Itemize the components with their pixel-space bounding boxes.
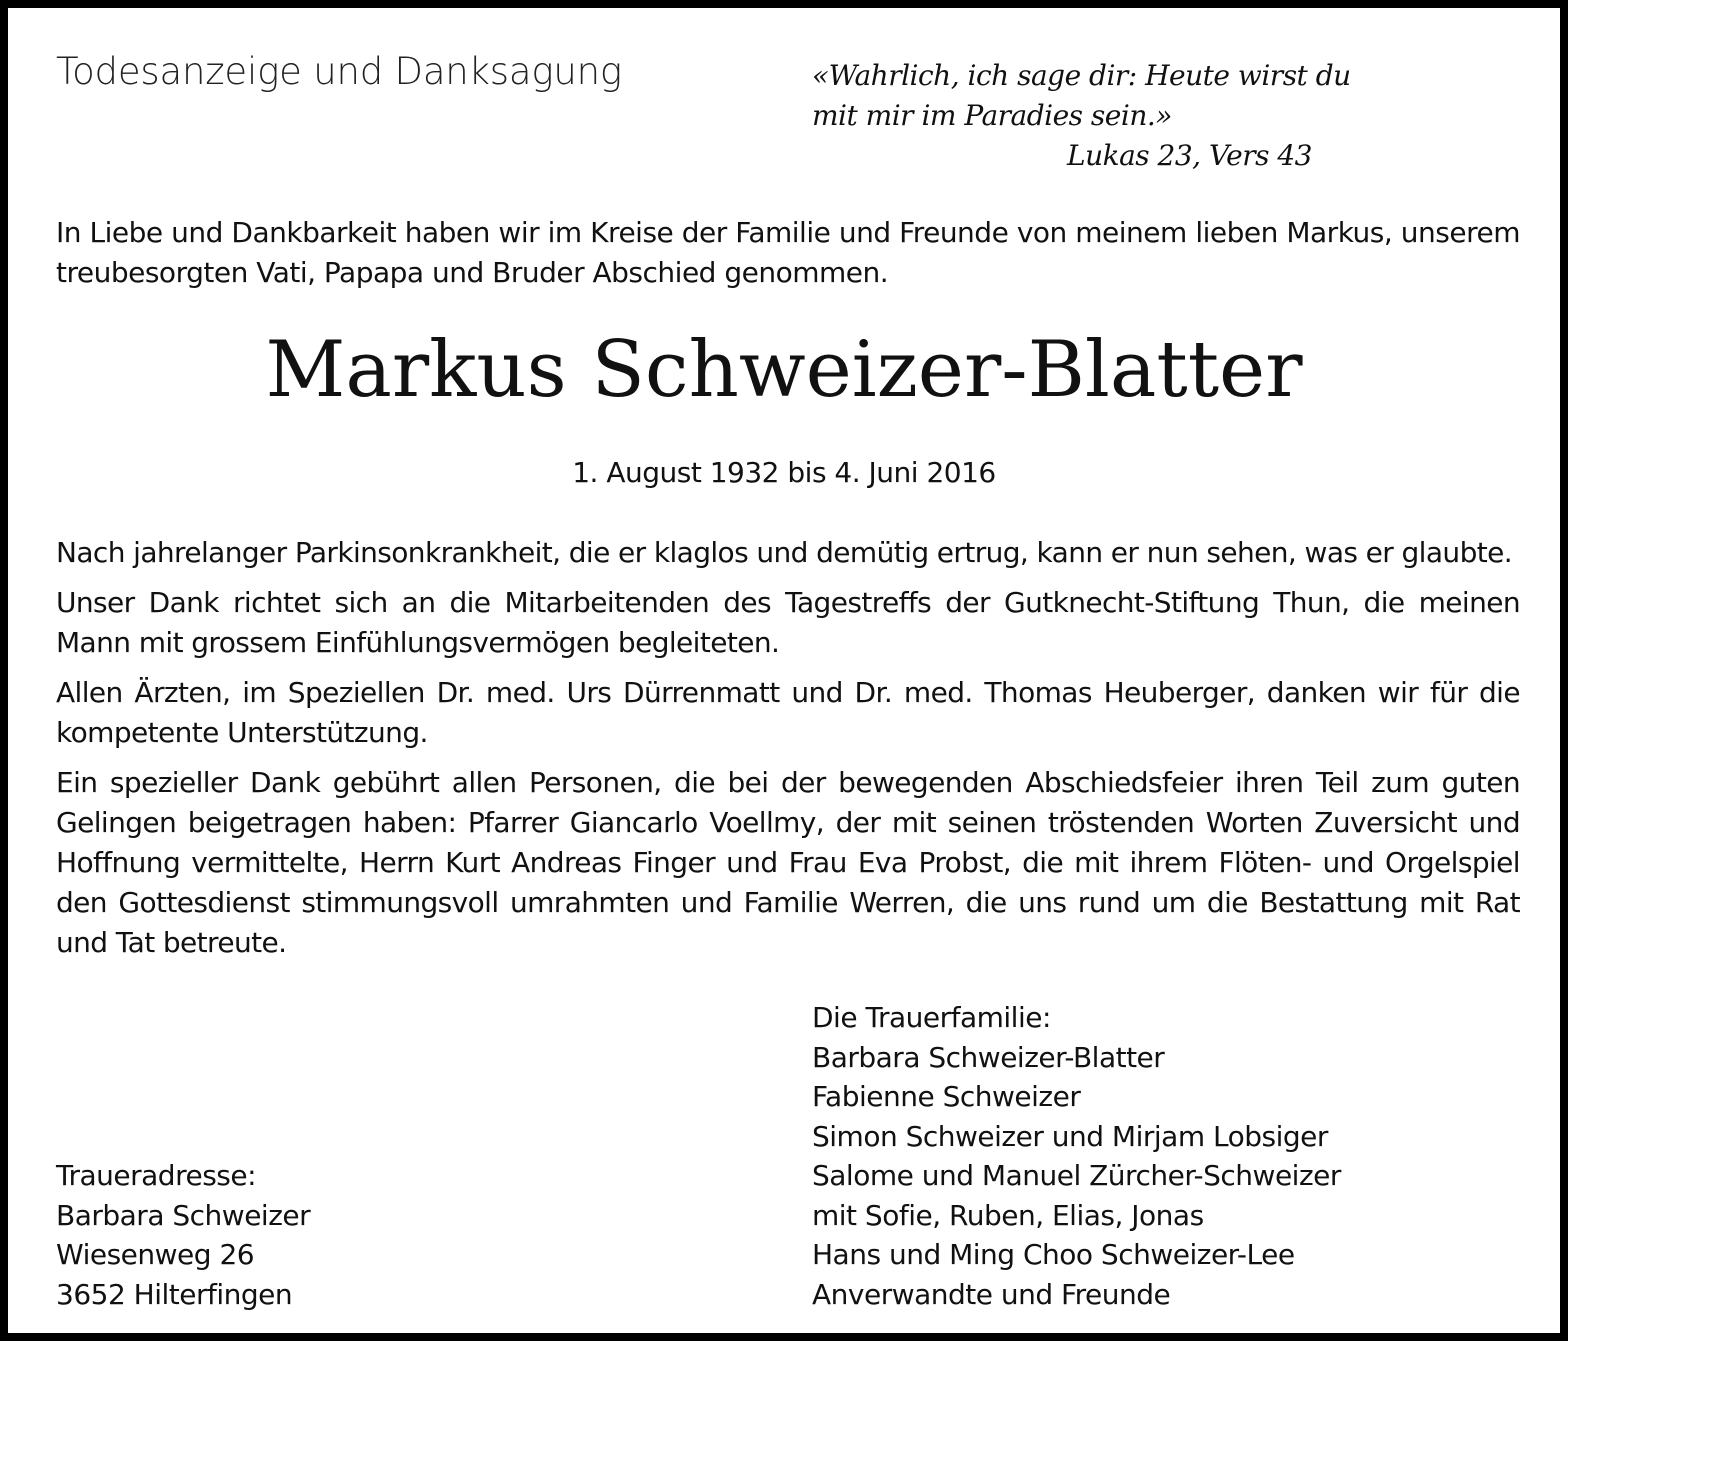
family-member: Barbara Schweizer-Blatter [812, 1040, 1165, 1074]
quote-line: «Wahrlich, ich sage dir: Heute wirst du [812, 59, 1351, 92]
family-heading: Die Trauerfamilie: [812, 1001, 1051, 1034]
mourning-family [812, 998, 1372, 1314]
life-dates: 1. August 1932 bis 4. Juni 2016 [572, 456, 996, 489]
bible-quote [812, 56, 1351, 176]
paragraph: Unser Dank richtet sich an die Mitarbeitenden des Tagestreffs der Gutknecht-Stiftung Thun, die meinen Mann mit grossem Einfühlungsvermögen begleiteten. [56, 586, 1520, 659]
family-member: Salome und Manuel Zürcher-Schweizer [812, 1159, 1341, 1192]
mourning-address [56, 1156, 456, 1314]
deceased-name: Markus Schweizer-Blatter [265, 325, 1303, 415]
address-name: Barbara Schweizer [56, 1198, 311, 1232]
intro-paragraph: In Liebe und Dankbarkeit haben wir im Kreise der Familie und Freunde von meinem lieben Markus, unserem treubesorgten Vati, Papapa und Bruder Abschied genommen. [56, 216, 1520, 289]
quote-line: mit mir im Paradies sein.» [812, 99, 1172, 132]
family-member: Anverwandte und Freunde [812, 1277, 1171, 1311]
paragraph: Allen Ärzten, im Speziellen Dr. med. Urs Dürrenmatt und Dr. med. Thomas Heuberger, danken wir für die kompetente Unterstützung. [56, 676, 1520, 749]
family-member: Simon Schweizer und Mirjam Lobsiger [812, 1119, 1328, 1153]
address-city: 3652 Hilterfingen [56, 1277, 293, 1311]
paragraph: Ein spezieller Dank gebührt allen Personen, die bei der bewegenden Abschiedsfeier ihren Teil zum guten Gelingen beigetragen haben: Pfarrer Giancarlo Voellmy, der mit seinen tröstenden Worten Zuversicht und Hoffnung vermittelte, Herrn Kurt Andreas Finger und Frau Eva Probst, die mit ihrem Flöten- und Orgelspiel den Gottesdienst stimmungsvoll umrahmten und Familie Werren, die uns rund um die Bestattung mit Rat und Tat betreute. [56, 766, 1520, 959]
quote-source: Lukas 23, Vers 43 [1067, 139, 1312, 172]
family-member: Hans und Ming Choo Schweizer-Lee [812, 1238, 1295, 1271]
family-member: Fabienne Schweizer [812, 1080, 1081, 1113]
address-heading: Traueradresse: [56, 1159, 257, 1192]
family-member: mit Sofie, Ruben, Elias, Jonas [812, 1198, 1204, 1232]
address-street: Wiesenweg 26 [56, 1238, 255, 1271]
notice-title: Todesanzeige und Danksagung [56, 50, 622, 93]
thanks-text [56, 533, 1520, 973]
paragraph: Nach jahrelanger Parkinsonkrankheit, die er klaglos und demütig ertrug, kann er nun sehen, was er glaubte. [56, 536, 1513, 569]
